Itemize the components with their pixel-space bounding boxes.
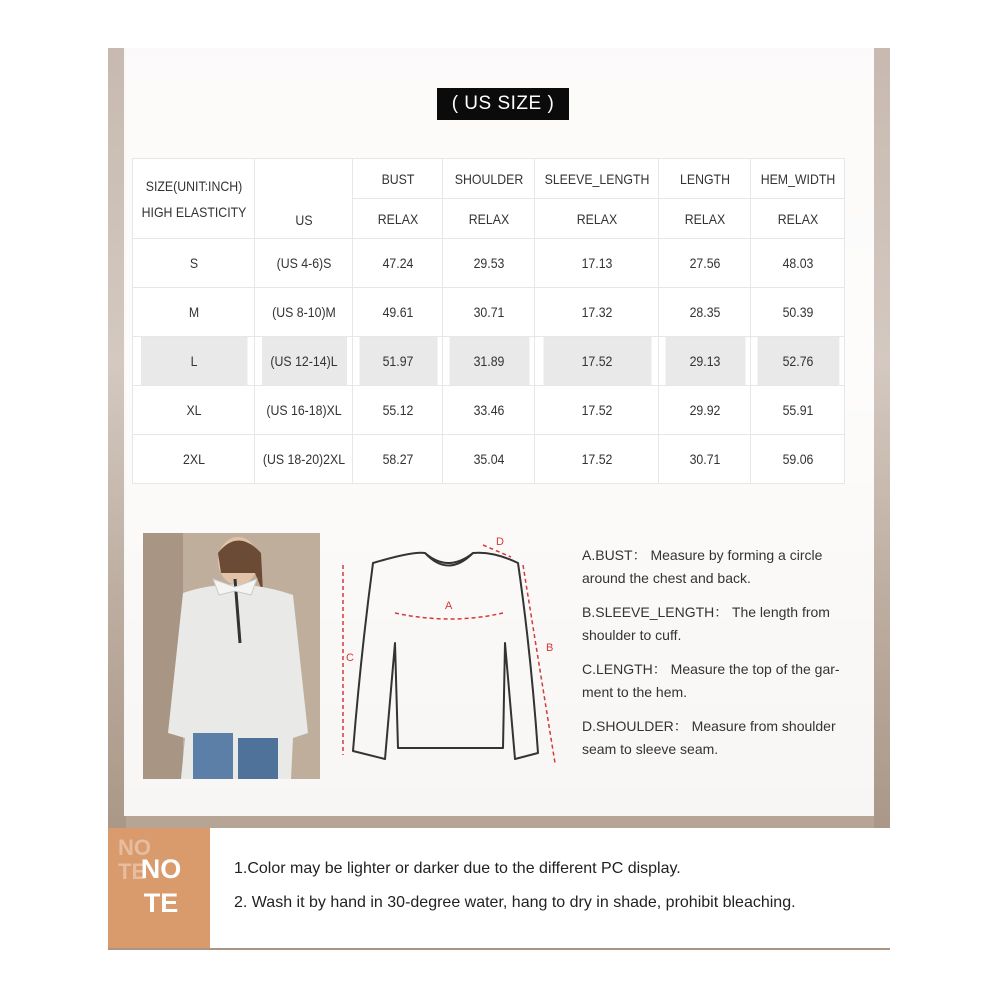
us-size-cell: (US 18-20)2XL	[260, 435, 346, 484]
description-line: B.SLEEVE_LENGTH： The length from	[582, 604, 830, 620]
size-header-cell	[140, 159, 247, 239]
model-illustration	[143, 533, 320, 779]
length-header: LENGTH	[664, 159, 745, 199]
note-label	[136, 852, 186, 920]
hem-cell: 52.76	[756, 337, 839, 386]
sleeve-cell: 17.32	[542, 288, 651, 337]
length-cell: 29.92	[664, 386, 745, 435]
size-chart-card	[108, 48, 890, 950]
note-ghost-text: NO TE	[118, 835, 151, 884]
length-cell: 28.35	[664, 288, 745, 337]
note-item-1: 1.Color may be lighter or darker due to the different PC display.	[234, 860, 681, 877]
size-cell: S	[140, 239, 247, 288]
description-line: C.LENGTH： Measure the top of the gar-	[582, 661, 840, 677]
table-row	[133, 386, 845, 435]
sweater-outline-diagram	[333, 533, 563, 783]
hem-cell: 59.06	[756, 435, 839, 484]
table-row	[133, 337, 845, 386]
label-d: D	[496, 536, 504, 548]
size-table	[132, 158, 845, 484]
bust-header: BUST	[358, 159, 437, 199]
us-size-cell: (US 12-14)L	[260, 337, 346, 386]
table-header-row	[133, 159, 845, 199]
sleeve-cell: 17.52	[542, 386, 651, 435]
description-line: around the chest and back.	[582, 570, 751, 586]
description-line: A.BUST： Measure by forming a circle	[582, 547, 823, 563]
fit-label: RELAX	[756, 199, 839, 239]
bust-cell: 55.12	[358, 386, 437, 435]
length-cell: 29.13	[664, 337, 745, 386]
size-cell: 2XL	[140, 435, 247, 484]
bust-cell: 47.24	[358, 239, 437, 288]
us-size-cell: (US 16-18)XL	[260, 386, 346, 435]
shoulder-cell: 31.89	[448, 337, 529, 386]
shoulder-cell: 35.04	[448, 435, 529, 484]
sleeve-cell: 17.52	[542, 337, 651, 386]
hem-cell: 55.91	[756, 386, 839, 435]
sleeve-length-header: SLEEVE_LENGTH	[542, 159, 651, 199]
label-c: C	[346, 652, 354, 664]
description-line: D.SHOULDER： Measure from shoulder	[582, 718, 836, 734]
description-length	[582, 658, 872, 704]
fit-label: RELAX	[448, 199, 529, 239]
description-shoulder	[582, 715, 872, 761]
size-cell: M	[140, 288, 247, 337]
hem-cell: 50.39	[756, 288, 839, 337]
bust-cell: 51.97	[358, 337, 437, 386]
shoulder-header: SHOULDER	[448, 159, 529, 199]
description-bust	[582, 544, 872, 590]
us-header-cell	[260, 159, 346, 239]
description-sleeve-length	[582, 601, 872, 647]
description-line: ment to the hem.	[582, 684, 688, 700]
note-section	[108, 828, 890, 948]
measurement-diagram	[333, 533, 563, 783]
description-line: seam to sleeve seam.	[582, 741, 719, 757]
bust-cell: 58.27	[358, 435, 437, 484]
fit-label: RELAX	[664, 199, 745, 239]
bust-cell: 49.61	[358, 288, 437, 337]
us-size-cell: (US 4-6)S	[260, 239, 346, 288]
page-title: ( US SIZE )	[437, 88, 569, 120]
fit-label: RELAX	[358, 199, 437, 239]
note-label-line2: TE	[143, 888, 179, 918]
shoulder-cell: 33.46	[448, 386, 529, 435]
us-size-cell: (US 8-10)M	[260, 288, 346, 337]
sleeve-cell: 17.13	[542, 239, 651, 288]
length-cell: 30.71	[664, 435, 745, 484]
size-header-line2: HIGH ELASTICITY	[141, 203, 246, 220]
hem-width-header: HEM_WIDTH	[756, 159, 839, 199]
label-b: B	[546, 642, 554, 654]
sleeve-cell: 17.52	[542, 435, 651, 484]
label-a: A	[445, 600, 453, 612]
length-cell: 27.56	[664, 239, 745, 288]
table-row	[133, 435, 845, 484]
note-item-2: 2. Wash it by hand in 30-degree water, hang to dry in shade, prohibit bleaching.	[234, 894, 796, 911]
note-label-line1: NO	[140, 854, 182, 884]
size-header-line1: SIZE(UNIT:INCH)	[145, 177, 242, 194]
table-row	[133, 239, 845, 288]
product-photo	[143, 533, 320, 779]
size-cell: XL	[140, 386, 247, 435]
shoulder-cell: 30.71	[448, 288, 529, 337]
table-row	[133, 288, 845, 337]
description-line: shoulder to cuff.	[582, 627, 682, 643]
background-column-right	[874, 48, 890, 828]
hem-cell: 48.03	[756, 239, 839, 288]
us-header-label: US	[294, 212, 313, 228]
note-badge	[108, 828, 210, 948]
fit-label: RELAX	[542, 199, 651, 239]
size-cell: L	[140, 337, 247, 386]
shoulder-cell: 29.53	[448, 239, 529, 288]
